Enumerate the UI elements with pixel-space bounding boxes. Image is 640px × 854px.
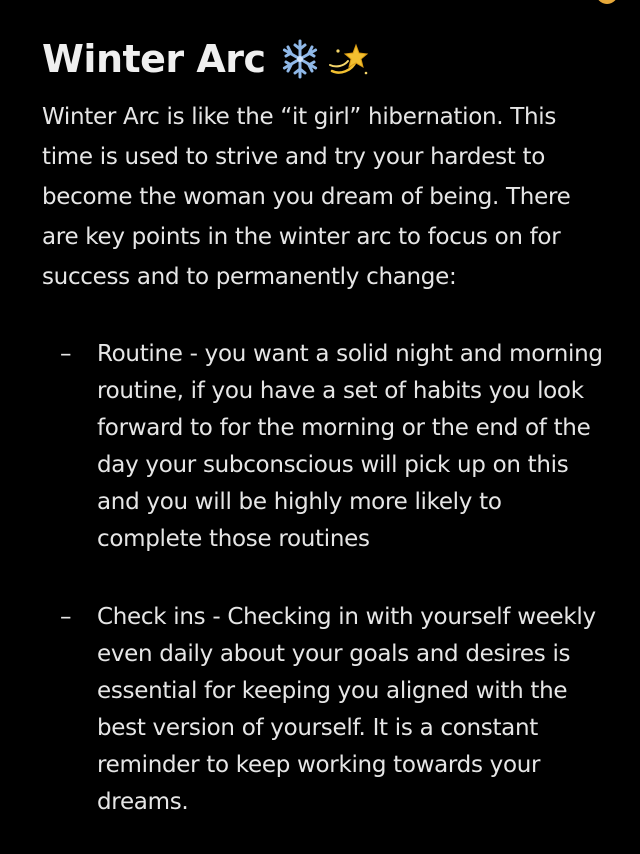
- bullet-marker: –: [60, 604, 72, 630]
- bullet-marker: –: [60, 341, 72, 367]
- bullet-text-check-ins: Check ins - Checking in with yourself weekly even daily about your goals and desires is essential for keeping you aligned with the best version of yourself. It is a constant reminder to keep working towards your dreams.: [97, 604, 596, 815]
- bullet-text-routine: Routine - you want a solid night and morning routine, if you have a set of habits you look forward to for the morning or the end of the day your subconscious will pick up on this and you will be highly more likely to complete those routines: [97, 341, 603, 552]
- intro-paragraph: Winter Arc is like the “it girl” hibernation. This time is used to strive and try your hardest to become the woman you dream of being. There are key points in the winter arc to focus on for success and to permanently change:: [42, 104, 571, 290]
- partial-emoji-icon: [596, 0, 618, 4]
- title-row: [42, 33, 370, 85]
- snowflake-icon: [278, 37, 322, 81]
- note-title: Winter Arc: [42, 37, 266, 81]
- dizzy-star-icon: [326, 37, 370, 81]
